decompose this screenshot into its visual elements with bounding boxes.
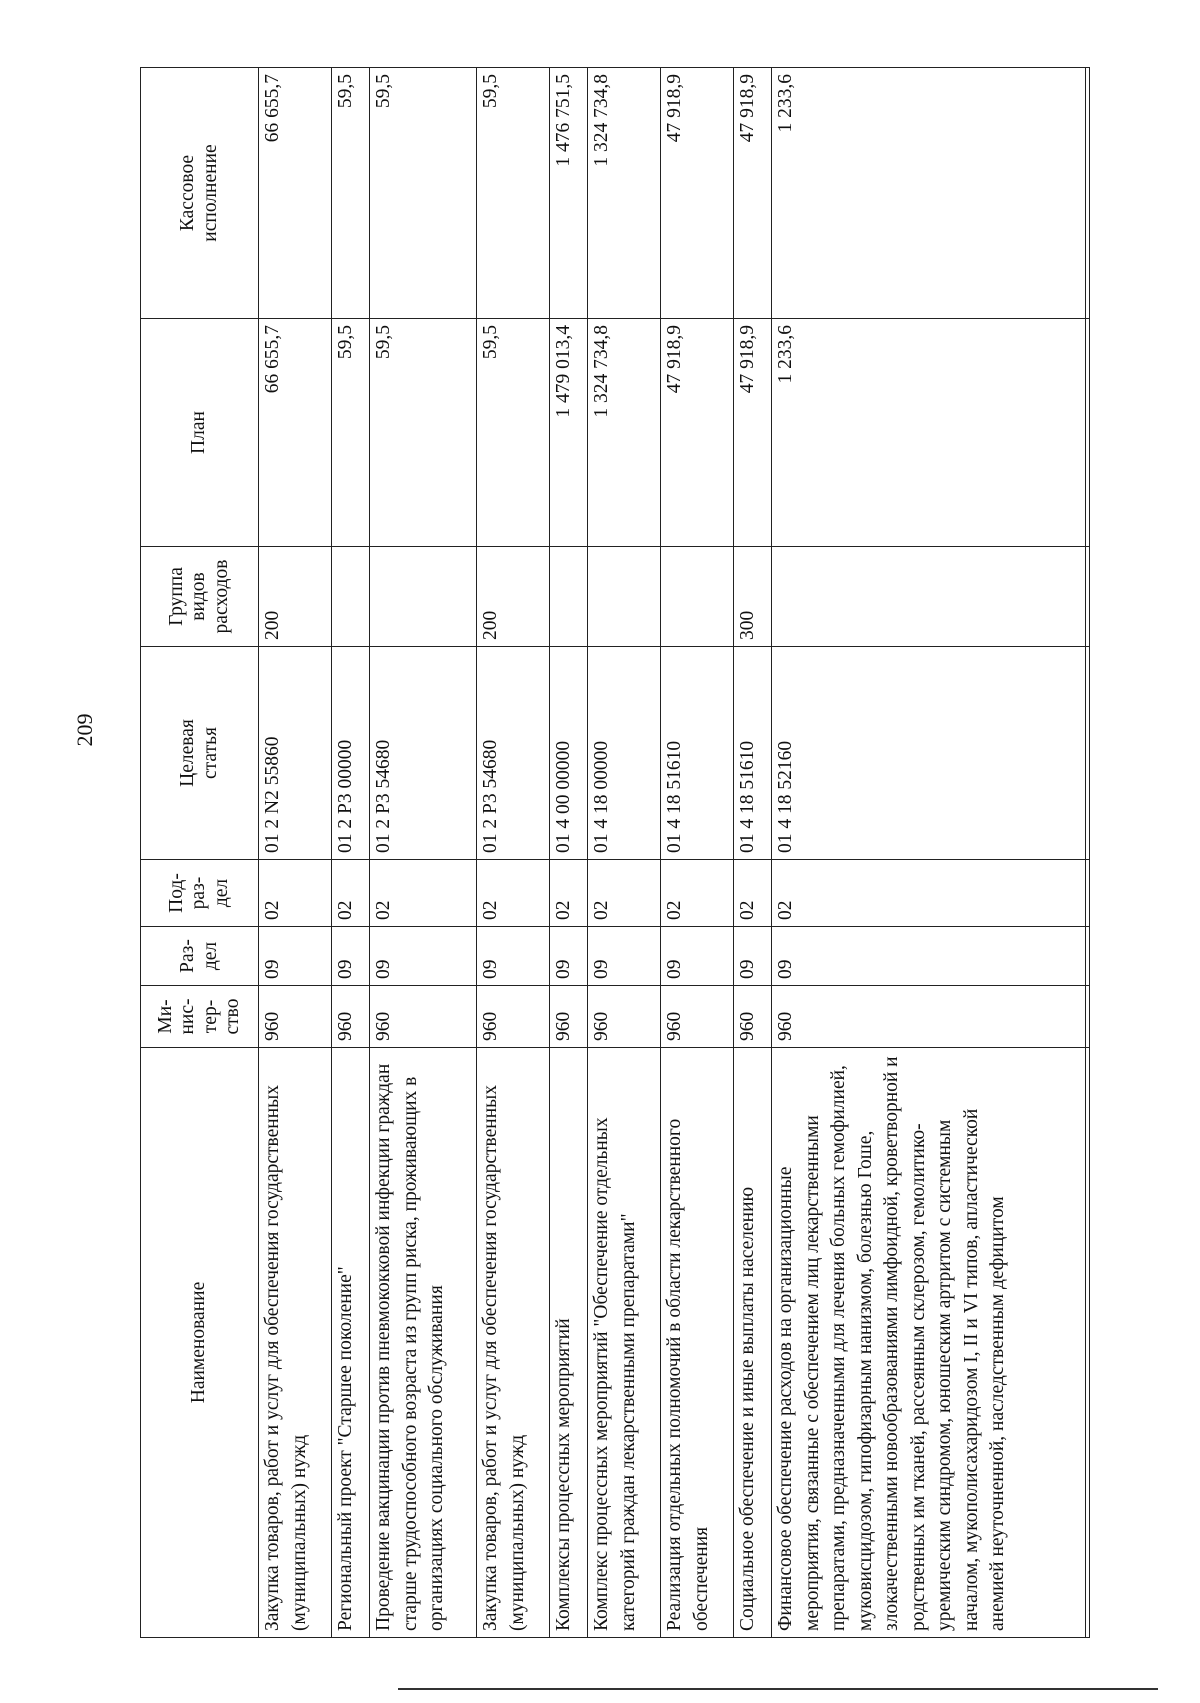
row-subsection: 02 <box>259 860 332 927</box>
empty-cell <box>1086 319 1090 547</box>
empty-cell <box>1086 860 1090 927</box>
header-section <box>141 927 259 986</box>
row-subsection: 02 <box>550 860 588 927</box>
row-section: 09 <box>477 927 550 986</box>
row-plan: 47 918,9 <box>661 319 734 547</box>
row-execution: 59,5 <box>477 68 550 319</box>
row-ministry: 960 <box>370 986 477 1048</box>
header-ministry <box>141 986 259 1048</box>
row-target-article: 01 4 18 51610 <box>661 647 734 860</box>
row-execution: 1 324 734,8 <box>588 68 661 319</box>
row-section: 09 <box>588 927 661 986</box>
row-expense-group <box>772 547 1086 647</box>
empty-cell <box>1086 68 1090 319</box>
row-subsection: 02 <box>370 860 477 927</box>
row-section: 09 <box>661 927 734 986</box>
empty-cell <box>1086 1048 1090 1638</box>
row-section: 09 <box>331 927 369 986</box>
table-row <box>733 68 771 1638</box>
empty-cell <box>1086 986 1090 1048</box>
table-row <box>772 68 1086 1638</box>
header-expense-group-label: Группа видов расходов <box>165 559 232 634</box>
header-plan: План <box>141 319 259 547</box>
row-name: Комплексы процессных мероприятий <box>550 1048 588 1638</box>
row-expense-group: 200 <box>259 547 332 647</box>
row-execution: 59,5 <box>331 68 369 319</box>
header-subsection-label: Под- раз- дел <box>165 873 232 913</box>
header-target-article <box>141 647 259 860</box>
table-row <box>370 68 477 1638</box>
row-name: Закупка товаров, работ и услуг для обеспечения государственных (муниципальных) нужд <box>477 1048 550 1638</box>
row-name: Комплекс процессных мероприятий "Обеспечение отдельных категорий граждан лекарственными препаратами" <box>588 1048 661 1638</box>
row-target-article: 01 2 P3 54680 <box>477 647 550 860</box>
row-subsection: 02 <box>588 860 661 927</box>
row-ministry: 960 <box>477 986 550 1048</box>
row-target-article: 01 4 00 00000 <box>550 647 588 860</box>
row-plan: 59,5 <box>477 319 550 547</box>
row-execution: 1 476 751,5 <box>550 68 588 319</box>
table-row <box>259 68 332 1638</box>
row-name: Финансовое обеспечение расходов на организационные мероприятия, связанные с обеспечением лиц лекарственными препаратами, предназначенными для лечения больных гемофилией, муковисцидозом, гипофизарным нанизмом, болезнью Гоше, злокачественными новообразованиями лимфоидной, кроветворной и родственных им тканей, рассеянным склерозом, гемолитико-уремическим синдромом, юношеским артритом с системным началом, мукополисахаридозом I, II и VI типов, апластической анемией неуточненной, наследственным дефицитом <box>772 1048 1086 1638</box>
row-execution: 59,5 <box>370 68 477 319</box>
row-ministry: 960 <box>588 986 661 1048</box>
table-row <box>477 68 550 1638</box>
row-subsection: 02 <box>331 860 369 927</box>
row-name: Проведение вакцинации против пневмококковой инфекции граждан старше трудоспособного возраста из групп риска, проживающих в организациях социального обслуживания <box>370 1048 477 1638</box>
row-expense-group <box>588 547 661 647</box>
row-execution: 66 655,7 <box>259 68 332 319</box>
row-ministry: 960 <box>772 986 1086 1048</box>
row-section: 09 <box>259 927 332 986</box>
empty-cell <box>1086 547 1090 647</box>
header-subsection <box>141 860 259 927</box>
row-target-article: 01 2 N2 55860 <box>259 647 332 860</box>
row-plan: 59,5 <box>331 319 369 547</box>
row-expense-group: 300 <box>733 547 771 647</box>
row-section: 09 <box>370 927 477 986</box>
table-row-continuation <box>1086 68 1090 1638</box>
table-row <box>550 68 588 1638</box>
row-ministry: 960 <box>331 986 369 1048</box>
row-plan: 1 479 013,4 <box>550 319 588 547</box>
row-execution: 1 233,6 <box>772 68 1086 319</box>
row-name: Региональный проект "Старшее поколение" <box>331 1048 369 1638</box>
page-edge-line <box>398 1688 1158 1690</box>
row-section: 09 <box>550 927 588 986</box>
row-execution: 47 918,9 <box>661 68 734 319</box>
header-ministry-label: Ми- нис- тер- ство <box>154 998 243 1035</box>
row-expense-group <box>550 547 588 647</box>
row-ministry: 960 <box>661 986 734 1048</box>
row-plan: 66 655,7 <box>259 319 332 547</box>
header-expense-group <box>141 547 259 647</box>
row-execution: 47 918,9 <box>733 68 771 319</box>
table-row <box>331 68 369 1638</box>
row-section: 09 <box>772 927 1086 986</box>
row-expense-group <box>370 547 477 647</box>
row-name: Закупка товаров, работ и услуг для обеспечения государственных (муниципальных) нужд <box>259 1048 332 1638</box>
header-name: Наименование <box>141 1048 259 1638</box>
row-subsection: 02 <box>477 860 550 927</box>
row-plan: 1 233,6 <box>772 319 1086 547</box>
row-ministry: 960 <box>259 986 332 1048</box>
row-expense-group: 200 <box>477 547 550 647</box>
row-plan: 1 324 734,8 <box>588 319 661 547</box>
table-row <box>661 68 734 1638</box>
row-plan: 59,5 <box>370 319 477 547</box>
row-name: Социальное обеспечение и иные выплаты населению <box>733 1048 771 1638</box>
row-subsection: 02 <box>733 860 771 927</box>
row-subsection: 02 <box>661 860 734 927</box>
header-target-article-label: Целевая статья <box>177 719 221 787</box>
header-execution <box>141 68 259 319</box>
row-target-article: 01 4 18 52160 <box>772 647 1086 860</box>
row-expense-group <box>331 547 369 647</box>
row-subsection: 02 <box>772 860 1086 927</box>
table-row <box>588 68 661 1638</box>
row-target-article: 01 2 P3 54680 <box>370 647 477 860</box>
row-name: Реализация отдельных полномочий в области лекарственного обеспечения <box>661 1048 734 1638</box>
row-target-article: 01 2 P3 00000 <box>331 647 369 860</box>
row-plan: 47 918,9 <box>733 319 771 547</box>
row-target-article: 01 4 18 51610 <box>733 647 771 860</box>
rotated-page <box>140 68 1090 1638</box>
empty-cell <box>1086 647 1090 860</box>
row-ministry: 960 <box>550 986 588 1048</box>
row-target-article: 01 4 18 00000 <box>588 647 661 860</box>
page-number: 209 <box>72 713 97 747</box>
row-section: 09 <box>733 927 771 986</box>
row-ministry: 960 <box>733 986 771 1048</box>
empty-cell <box>1086 927 1090 986</box>
header-row <box>141 68 259 1638</box>
header-execution-label: Кассовое исполнение <box>177 144 221 242</box>
row-expense-group <box>661 547 734 647</box>
header-section-label: Раз- дел <box>177 939 221 973</box>
budget-table <box>140 67 1090 1638</box>
